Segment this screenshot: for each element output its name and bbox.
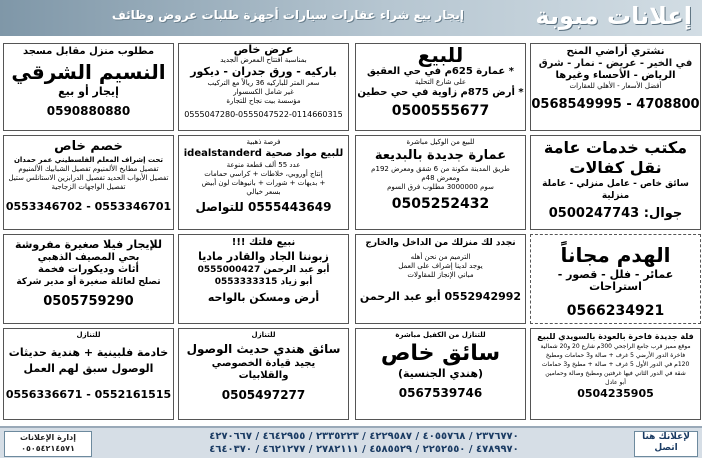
ad-phone: 0555047280-0555047522-0114660315 [184, 110, 343, 119]
ad-line: أبو عادل [605, 379, 626, 386]
ad-house-renovation[interactable] [355, 234, 526, 324]
ad-phone: 0555443649 للتواصل [195, 200, 332, 214]
ad-phone: جوال: 0500247743 [548, 206, 683, 221]
ad-phone: 0590880880 [46, 104, 131, 118]
ad-line: سعر المتر للباركيه 36 ريالاً مع التركيب [207, 79, 320, 87]
ad-phone: 0556336671 - 0552161515 [5, 388, 172, 401]
ad-parquet-offer[interactable] [178, 43, 349, 131]
ad-line: للتنازل [76, 331, 101, 339]
ad-line: نشتري أراضي المنح [566, 46, 665, 57]
ad-line: فاخرة الدور الأرضي 5 غرف + صالة و3 حمامات ومطبخ [545, 352, 686, 359]
ad-luxury-villa[interactable] [530, 328, 701, 420]
ad-line: تفصيل الأبواب الحديد تفصيل الدرابزين الاستانلس ستيل [8, 174, 169, 182]
ad-line: شقة في الدور الثاني فيها غرفتين ومطبخ وصالة وحمامين [545, 370, 686, 377]
footer-call-label: اتصل [654, 443, 678, 453]
ad-title: للإيجار فيلا صغيرة مفروشة [14, 238, 163, 251]
ad-services-office[interactable] [530, 135, 701, 230]
ad-line: والقلابيات [238, 370, 289, 381]
ad-line: سائق خاص - عامل منزلي - عاملة منزلية [542, 179, 689, 201]
banner-title: إعلانات مبوبة [535, 2, 692, 30]
ad-line: للبيع من الوكيل مباشرة [406, 138, 475, 146]
ad-line: * أرض 875م زاوية في حي حطين [357, 87, 524, 98]
ad-line: (هندي الجنسية) [397, 367, 484, 380]
footer-advertise-here[interactable] [634, 431, 698, 457]
classifieds-banner [0, 0, 702, 36]
ad-line: سوم 3000000 مطلوب فرق السوم [387, 183, 494, 191]
ad-title: باركيه - ورق جدران - ديكور [190, 65, 337, 78]
ad-title: نقل كفالات [569, 158, 662, 177]
ad-line: مباني الإنجاز للمقاولات [407, 271, 474, 279]
ad-phone: 0566234921 [566, 303, 665, 319]
ad-line: إنتاج أوروبي، خلاطات + كراسي حمامات [204, 170, 323, 178]
ad-phone: 0505759290 [43, 294, 134, 309]
ad-line: يجيد قيادة الخصوصي [211, 358, 316, 369]
ad-line: إيجار أو بيع [58, 85, 119, 98]
ad-line: عدد 55 ألف قطعة منوعة [226, 161, 301, 169]
ad-line: على شارع التحلية [414, 78, 467, 86]
ad-title: عمارة جديدة بالبديعة [374, 148, 507, 163]
footer-ad-management-label: إدارة الإعلانات [20, 433, 76, 442]
ad-phone: 0505252432 [391, 196, 490, 212]
ad-line: الرياض - الأحساء وغيرها [555, 70, 676, 81]
footer-phone-row: ٤٧٨٩٩٧٠ / ٢٢٥٢٥٥٠ / ٤٥٨٥٥٢٩ / ٢٧٨٢١١١ / ٤٦٢١٢٧٧ / ٤٦٤٠٣٧٠ [209, 444, 519, 455]
ad-title: النسيم الشرقي [11, 60, 166, 84]
ad-title: خصم خاص [54, 139, 123, 154]
ad-indian-driver[interactable] [178, 328, 349, 420]
ad-title: سائق خاص [380, 341, 501, 366]
footer-bar [0, 426, 702, 458]
ad-free-demolition[interactable] [530, 234, 701, 324]
ad-line: للتنازل من الكفيل مباشرة [395, 331, 486, 339]
ad-line: بمناسبة افتتاح المعرض الجديد [220, 56, 307, 64]
ad-title: للبيع مواد صحية idealstanderd [183, 148, 344, 159]
ad-aluminium-discount[interactable] [3, 135, 174, 230]
ad-line: عمائر - فلل - قصور - استراحات [557, 268, 674, 293]
footer-phone-list [94, 430, 634, 456]
ad-phone: 0553346702 - 0553346701 [5, 200, 172, 213]
ad-line: ومعرض 48م [421, 174, 460, 182]
ad-line: مؤسسة بيت نجاح للتجارة [226, 97, 301, 105]
ad-for-sale-aqiq[interactable] [355, 43, 526, 131]
ad-private-driver[interactable] [355, 328, 526, 420]
ad-line: موقع مميز قرب جامع الراجحي 300م شارع 20 و20 شمالية [540, 343, 691, 350]
ad-phone: 0504235905 [577, 387, 654, 400]
ad-title: زبوننا الجاد والقادر ماديا [198, 250, 329, 263]
ad-building-badia[interactable] [355, 135, 526, 230]
ad-title: سائق هندي حديث الوصول [186, 342, 341, 356]
ad-phone: 0505497277 [221, 388, 306, 402]
ad-line: أرض ومسكن بالواحه [207, 291, 320, 304]
ad-line: نبيع فلتك !!! [231, 237, 296, 248]
ad-phone: 0567539746 [398, 386, 483, 400]
footer-advertise-label: لإعلانك هنا [642, 432, 690, 442]
ad-line: تصلح لعائلة صغيرة أو مدير شركة [16, 277, 161, 287]
ad-land-purchase[interactable] [530, 43, 701, 131]
ad-line: الوصول سبق لهم العمل [23, 362, 154, 375]
ad-line: في الخير - عريض - نمار - شرق [538, 58, 693, 69]
ad-line: غير شامل الكسسوار [233, 88, 294, 96]
ad-line: الترميم من نحن أهله [410, 253, 471, 261]
banner-categories: إيجار بيع شراء عقارات سيارات أجهزة طلبات عروض وظائف [111, 8, 464, 22]
ad-house-wanted[interactable] [3, 43, 174, 131]
ad-line: يوجد لدينا إشراف على العمل [398, 262, 483, 270]
ad-line: بسعر خيالي [246, 188, 281, 196]
ad-title: خادمة فلبينية + هندية حديثات [8, 346, 169, 359]
footer-ad-management-phone: ٠٥٠٥٤٢١٤٥٧١ [21, 444, 75, 453]
ad-line: + بديهات + شورات + بانيوهات لون أبيض [201, 179, 326, 187]
ad-title: فلة جديدة فاخرة بالعودة بالسويدي للبيع [537, 332, 694, 341]
ad-line: أبو عبد الرحمن 0555000427 [197, 265, 330, 275]
ad-sanitary-ware[interactable] [178, 135, 349, 230]
ad-line: مطلوب منزل مقابل مسجد [22, 46, 155, 57]
ad-villa-rent[interactable] [3, 234, 174, 324]
ad-line: تفصيل الواجهات الزجاجية [51, 183, 126, 191]
ad-phone: 0552942992 أبو عبد الرحمن [359, 290, 522, 303]
footer-phone-row: ٢٣٧٦٧٧٠ / ٤٠٥٥٧٦٨ / ٤٢٢٩٥٨٧ / ٢٣٣٥٢٢٣ / ٤٦٤٢٩٥٥ / ٤٢٧٠٦٦٧ [209, 431, 519, 442]
ad-line: عرض خاص [233, 43, 294, 56]
ad-line: تفصيل مطابخ الألمنيوم تفصيل الشبابيك الألمنيوم [18, 165, 159, 173]
ad-line: أبو زياد 0553333315 [214, 277, 313, 287]
ad-line: نجدد لك منزلك من الداخل والخارج [365, 238, 516, 248]
ad-line: تحت إشراف المعلم الفلسطيني عمر حمدان [13, 156, 164, 164]
ad-sell-villa[interactable] [178, 234, 349, 324]
ad-line: للتنازل [251, 331, 276, 339]
ad-line: 120م في الدور الأول 5 غرف + صالة + مطبخ و3 حمامات [541, 361, 690, 368]
ad-phone: 0568549995 - 4708800 [531, 97, 700, 112]
footer-ad-management[interactable] [4, 431, 92, 457]
ad-line: بحي المصيف الذهبي [37, 252, 140, 263]
ad-line: أفضل الأسعار - الأهلي للعقارات [569, 82, 662, 90]
ad-phone: 0500555677 [391, 103, 490, 119]
ad-line: طريق المدينة مكونة من 6 شقق ومعرض 192م [371, 165, 510, 173]
ad-line: فرصة ذهبية [246, 138, 281, 146]
ad-title: مكتب خدمات عامة [543, 138, 688, 157]
ad-housemaid[interactable] [3, 328, 174, 420]
ad-title: الهدم مجاناً [560, 243, 671, 267]
ad-title: للبيع [417, 43, 464, 67]
ad-line: * عمارة 625م في حي العقيق [367, 66, 514, 77]
ad-line: أثاث وديكورات فخمة [38, 264, 139, 275]
